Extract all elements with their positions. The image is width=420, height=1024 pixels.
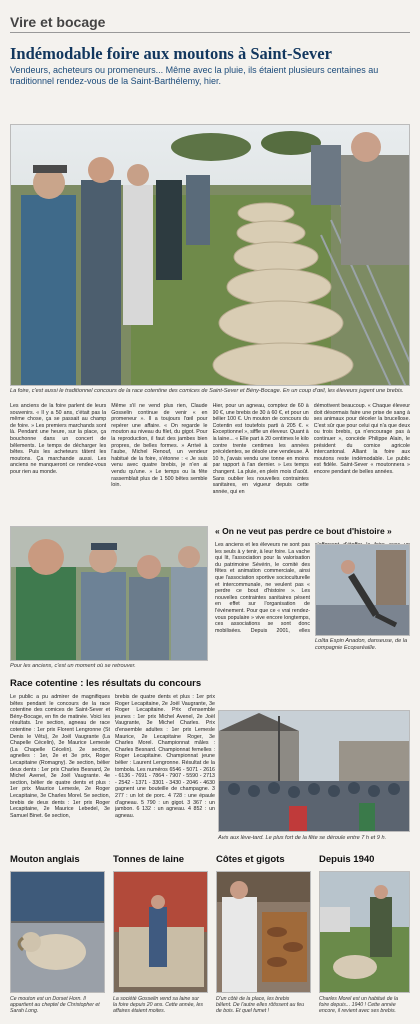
results-heading: Race cotentine : les résultats du concours xyxy=(10,678,202,689)
article-body xyxy=(10,403,410,523)
results-body xyxy=(10,694,215,848)
standfirst: Vendeurs, acheteurs ou promeneurs... Même avec la pluie, ils étaient plusieurs centaines au traditionnel rendez-vous de la Saint-Barthélemy, hier. xyxy=(10,65,379,86)
section-rubric: Vire et bocage xyxy=(10,6,410,33)
article-column: Même s'il ne vend plus rien, Claude Gosselin continue de venir « en promeneur ». Il a toujours l'œil pour repérer une affaire. « On regarde le mouton au niveau du filet, du gigot. Pour la reproduction, il faut des jambes bien propres, de belles formes. » Arrivé à l'aube, Michel Renouf, un vendeur habitué de la foire, s'étonne : « Je suis venu avec quatre brebis, je n'en ai vendu qu'une. » Le temps ou la fête rassemblait plus de 1 500 bêtes semble loin. xyxy=(111,403,208,489)
dancer-photo xyxy=(315,544,410,636)
article-column: Les anciens de la foire parlent de leurs souvenirs. « Il y a 50 ans, c'était pas la même chose, ça se passait au champ de foire. » Les premiers marchands sont là. Pendant une heure, sur la place, ça bouchonne dans un concert de bêlements. Le temps de décharger les bêtes. Puis les acheteurs tâtent les moutons. Ça marchande aussi. Les anciens ne manqueront ce rendez-vous pour rien au monde. xyxy=(10,403,107,475)
results-column: brebis de quatre dents et plus : 1er prix Roger Lecapitaine, 2e Joël Vaugrante, 3e Roger Lecapitaine. Prix d'ensemble jeunes : 1er prix Michel Avenel, 2e Joël Vaugrante, 3e Michel Charles. Prix d'ensemble adultes : 1er prix Lemesle Maurice, 2e Lecapitaine Roger, 3e Charles Morel. Championnat mâles : Charles Besnard. Championnat femelles : Roger Lecapitaine. Championnat jeune bélier : Laurent Lengronne. Résultat de la tombola. Les numéros 6546 - 5071 - 2616 - 6136 - 7691 - 7864 - 7907 - 5590 - 2713 - 2542 - 1371 - 3301 - 3430 - 2046 - 4630 gagnent une bouteille de champagne. 3 277 : un lot de porc. 4 728 : une épaule d'agneau. 5 790 : un gigot. 3 367 : un jambon. 6 132 : un agneau. 4 852 : un agneau. xyxy=(115,694,215,819)
old-men-photo xyxy=(10,526,208,661)
strip-caption: Charles Morel est un habitué de la foire depuis... 1940 ! Cette année encore, il revient avec ses brebis. xyxy=(319,996,399,1015)
grill-photo xyxy=(216,871,311,993)
crowd-caption: Avis aux lève-tard. Le plus fort de la fête se déroule entre 7 h et 9 h. xyxy=(218,835,387,841)
newspaper-page xyxy=(10,6,410,1018)
quote-column: Les anciens et les éleveurs ne sont pas les seuls à y tenir, à leur foire. La vache qui lit, l'association pour la valorisation du patrimoine Sévérin, le comité des fêtes et animation commerciale, ainsi que l'association sportive socioculturelle et intercommunale, ne veulent pas « perdre ce bout d'histoire ». Les nouvelles contraintes sanitaires pèsent en effet sur l'organisation de l'événement. Pour que ce « vrai rendez-vous populaire » vive encore longtemps, ces associations se sont donc mobilisées. Depuis 2001, elles xyxy=(215,542,310,634)
headline: Indémodable foire aux moutons à Saint-Sever xyxy=(10,44,332,63)
strip-title: Côtes et gigots xyxy=(216,854,285,865)
dancer-caption: Lolita Espin Anadon, danseuse, de la compagnie Ecoparéaille. xyxy=(315,638,408,651)
strip-caption: Ce mouton est un Dorset Horn. Il appartient au cheptel de Christopher et Sarah Long. xyxy=(10,996,100,1015)
quote-heading: « On ne veut pas perdre ce bout d'histoire » xyxy=(215,526,392,536)
main-photo xyxy=(10,124,410,386)
crowd-photo xyxy=(218,710,410,832)
article-column: démotivent beaucoup. « Chaque éleveur doit désormais faire une prise de sang à ses animaux pour déceler la brucellose. C'est sûr que pour celui qui n'a que deux ou trois brebis, ça n'encourage pas à continuer », concède Philippe Alain, le président du comice agricole intercantonal. Alliant la foire aux moutons reste indémodable. Le public est fidèle. Saint-Sever « moutonnera » encore pendant de belles années. xyxy=(313,403,410,475)
farmer-photo xyxy=(319,871,410,993)
strip-title: Tonnes de laine xyxy=(113,854,185,865)
strip-caption: D'un côté de la place, les brebis bêlent. De l'autre elles rôtissent au feu de bois. Et quel fumet ! xyxy=(216,996,305,1015)
wool-photo xyxy=(113,871,208,993)
strip-caption: La société Gosselin vend sa laine sur la foire depuis 20 ans. Cette année, les affaires étaient moites. xyxy=(113,996,203,1015)
strip-title: Depuis 1940 xyxy=(319,854,375,865)
dorset-horn-photo xyxy=(10,871,105,993)
article-column: Hier, pour un agneau, comptez de 60 à 90 €, une brebis de 30 à 60 €, et pour un bélier 100 €. Un mouton de concours du Cotentin est toutefois parti à 205 €. « Exceptionnel », siffle un éleveur. Quant à la laine... « Elle part à 20 centimes le kilo contre trente centimes les années précédentes, se désole une vendeuse. À 10 h, j'avais vendu une tonne en moins par rapport à l'an dernier. » Les temps changent. La pluie, en plein mois d'août. Sans oublier les nouvelles contraintes sanitaires, en vigueur depuis cette année, qui en xyxy=(212,403,309,495)
strip-title: Mouton anglais xyxy=(10,854,80,865)
old-men-caption: Pour les anciens, c'est un moment où se retrouver. xyxy=(10,663,136,669)
results-column: Le public a pu admirer de magnifiques bêtes pendant le concours de la race cotentine des comices de Saint-Sever et Bény-Bocage, en fin de matinée. Voici les résultats. 1re section, agneau de race cotentine : 1er prix Florent Lengronne (St Denis le Vêtu), 2e Joël Vaugrante (La Chapelle Cécelin), 3e Maurice Lemesle (La Chapelle Cécelin). 2e section, agnelles : 1er, 2e et 3e prix, Roger Lecapitaine (Romagny). 3e section, bélier deux dents : 1er prix Charles Besnard, 2e Michel Avenel, 3e Joël Vaugrante. 4e section, bélier de quatre dents et plus : 1er prix Maurice Lemesle, 2e Roger Lecapitaine, 3e Charles Morel. 5e section, brebis de deux dents : 1er prix Roger Lecapitaine, 2e Maurice Lebedel, 3e Samuel Binet. 6e section, xyxy=(10,694,110,819)
main-photo-caption: La foire, c'est aussi le traditionnel concours de la race cotentine des comices de Saint-Sever et Bény-Bocage. En un coup d'œil, les éleveurs jugent une brebis. xyxy=(10,388,404,394)
